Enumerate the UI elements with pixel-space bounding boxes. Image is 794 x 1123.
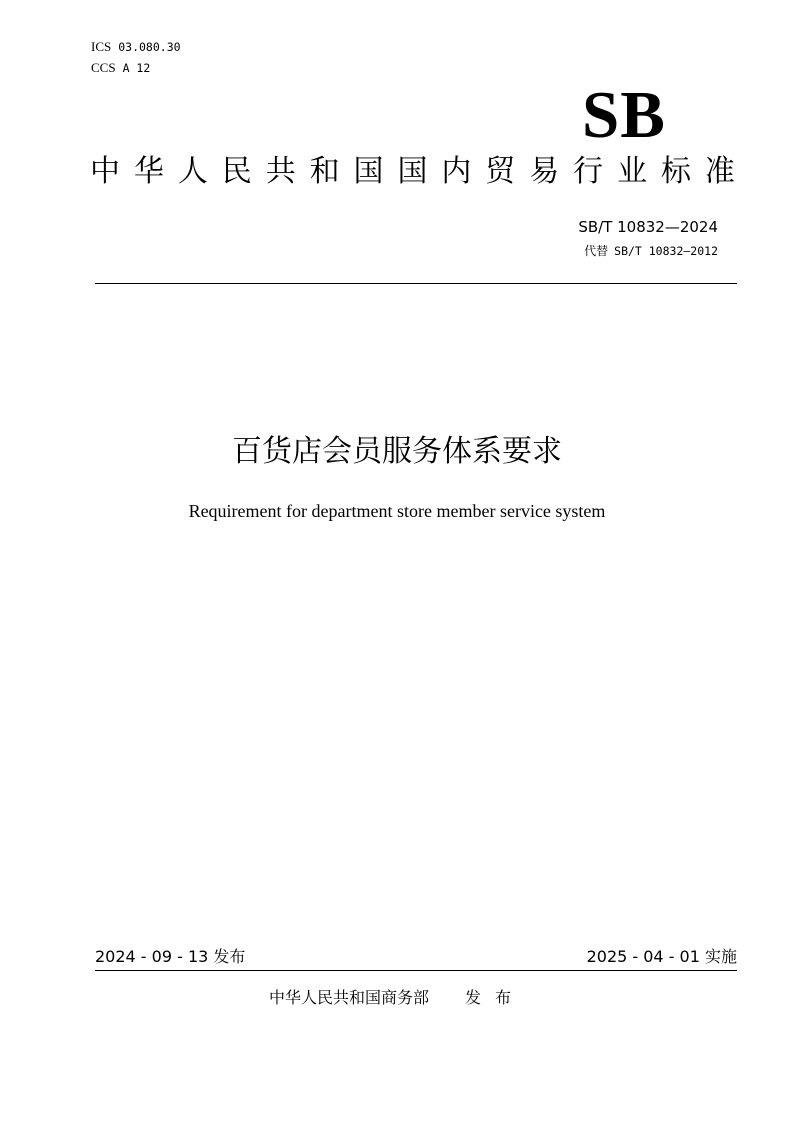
top-divider (95, 283, 737, 284)
replaces-line (584, 244, 718, 258)
ccs-code: A 12 (122, 61, 151, 75)
title-char: 华 (133, 154, 164, 189)
issuer-action: 发布 (465, 988, 526, 1007)
title-char: 民 (221, 154, 252, 189)
issuer-name: 中华人民共和国商务部 (268, 988, 429, 1007)
sb-logo: SB (582, 78, 666, 152)
title-char: 人 (177, 154, 208, 189)
title-char: 贸 (485, 154, 516, 189)
issuer-row (0, 987, 794, 1009)
ccs-label: CCS (91, 60, 116, 75)
title-char: 中 (90, 154, 120, 189)
ics-row (91, 40, 181, 54)
title-char: 和 (309, 154, 340, 189)
title-char: 内 (441, 154, 472, 189)
document-title: 百货店会员服务体系要求 (232, 434, 562, 469)
title-char: 业 (617, 154, 648, 189)
title-char: 易 (529, 154, 560, 189)
title-char: 国 (353, 154, 384, 189)
replaces-code: SB/T 10832—2012 (614, 244, 718, 258)
ics-code: 03.080.30 (118, 40, 181, 54)
title-char: 共 (265, 154, 296, 189)
publish-date: 2024 - 09 - 13 发布 (95, 947, 246, 966)
standard-category-title (90, 152, 735, 192)
document-subtitle-en: Requirement for department store member service system (188, 501, 606, 521)
ccs-row (91, 61, 150, 75)
bottom-divider (95, 970, 737, 971)
title-char: 行 (573, 154, 604, 189)
title-char: 标 (660, 154, 691, 189)
effective-date: 2025 - 04 - 01 实施 (586, 947, 737, 966)
title-char: 国 (397, 154, 428, 189)
replaces-label: 代替 (584, 244, 609, 258)
title-char: 准 (704, 154, 735, 189)
ics-label: ICS (91, 39, 112, 54)
standard-number: SB/T 10832—2024 (578, 218, 718, 236)
